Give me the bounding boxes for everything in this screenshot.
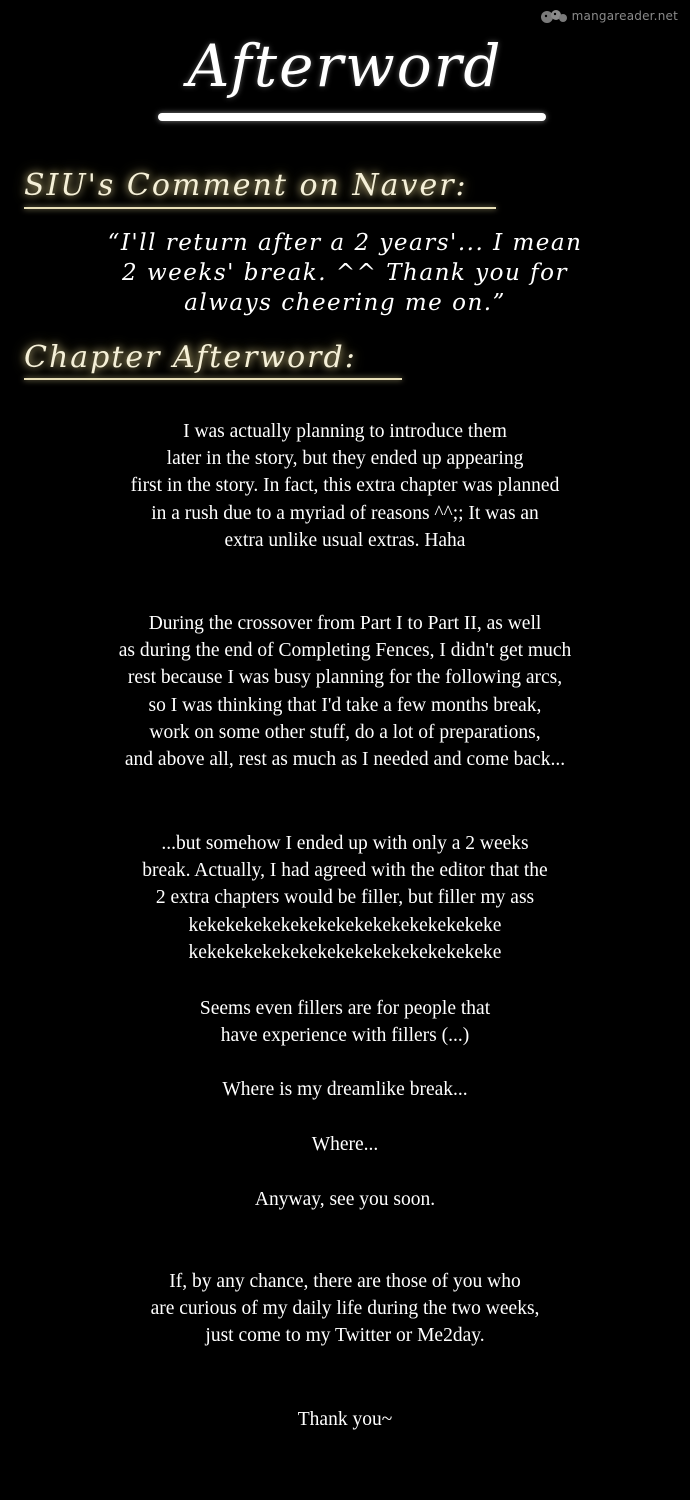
chapter-afterword-heading: Chapter Afterword: bbox=[24, 340, 357, 375]
afterword-paragraph bbox=[0, 830, 690, 966]
paragraph-line: just come to my Twitter or Me2day. bbox=[205, 1325, 485, 1347]
paragraph-line: so I was thinking that I'd take a few months break, bbox=[148, 694, 542, 716]
paragraph-line: are curious of my daily life during the two weeks, bbox=[150, 1298, 540, 1320]
paragraph-line: kekekekekekekekekekekekekekekekeke bbox=[188, 941, 502, 963]
paragraph-line: Thank you~ bbox=[297, 1409, 393, 1430]
page-title: Afterword bbox=[187, 32, 503, 100]
paragraph-line: break. Actually, I had agreed with the editor that the bbox=[142, 860, 548, 882]
paragraph-line: Seems even fillers are for people that bbox=[199, 998, 491, 1019]
mangareader-logo-icon bbox=[540, 8, 568, 24]
paragraph-line: as during the end of Completing Fences, I didn't get much bbox=[118, 640, 572, 662]
paragraph-line: rest because I was busy planning for the following arcs, bbox=[127, 667, 563, 689]
quote-line: 2 weeks' break. ^^ Thank you for bbox=[122, 260, 568, 286]
title-underline bbox=[158, 113, 546, 121]
afterword-paragraph bbox=[0, 1268, 690, 1350]
quote-line: always cheering me on.” bbox=[184, 290, 506, 316]
afterword-paragraph bbox=[0, 418, 690, 554]
quote-line: “I'll return after a 2 years'... I mean bbox=[107, 230, 583, 256]
paragraph-line: kekekekekekekekekekekekekekekekeke bbox=[188, 914, 502, 936]
paragraph-line: ...but somehow I ended up with only a 2 weeks bbox=[161, 833, 529, 854]
naver-comment-heading: SIU's Comment on Naver: bbox=[24, 168, 468, 203]
naver-quote bbox=[40, 228, 650, 318]
chapter-heading-underline bbox=[24, 378, 402, 380]
afterword-paragraph bbox=[0, 1076, 690, 1103]
paragraph-line: Where... bbox=[311, 1134, 379, 1155]
afterword-paragraph bbox=[0, 1186, 690, 1213]
paragraph-line: have experience with fillers (...) bbox=[220, 1025, 470, 1047]
paragraph-line: Anyway, see you soon. bbox=[254, 1189, 436, 1210]
afterword-closing bbox=[0, 1406, 690, 1433]
afterword-paragraph bbox=[0, 1131, 690, 1158]
paragraph-line: later in the story, but they ended up appearing bbox=[166, 448, 524, 470]
watermark bbox=[540, 8, 678, 24]
paragraph-line: Where is my dreamlike break... bbox=[222, 1079, 468, 1100]
paragraph-line: first in the story. In fact, this extra chapter was planned bbox=[130, 475, 560, 497]
watermark-text: mangareader.net bbox=[571, 9, 678, 23]
afterword-paragraph bbox=[0, 995, 690, 1049]
paragraph-line: in a rush due to a myriad of reasons ^^;; It was an bbox=[151, 502, 539, 524]
paragraph-line: I was actually planning to introduce them bbox=[183, 421, 507, 442]
paragraph-line: 2 extra chapters would be filler, but filler my ass bbox=[155, 887, 535, 909]
afterword-paragraph bbox=[0, 610, 690, 773]
paragraph-line: extra unlike usual extras. Haha bbox=[224, 529, 466, 551]
paragraph-line: If, by any chance, there are those of you who bbox=[169, 1271, 521, 1292]
paragraph-line: During the crossover from Part I to Part II, as well bbox=[148, 613, 542, 634]
naver-heading-underline bbox=[24, 207, 496, 209]
paragraph-line: work on some other stuff, do a lot of preparations, bbox=[149, 721, 541, 743]
paragraph-line: and above all, rest as much as I needed and come back... bbox=[124, 749, 566, 771]
